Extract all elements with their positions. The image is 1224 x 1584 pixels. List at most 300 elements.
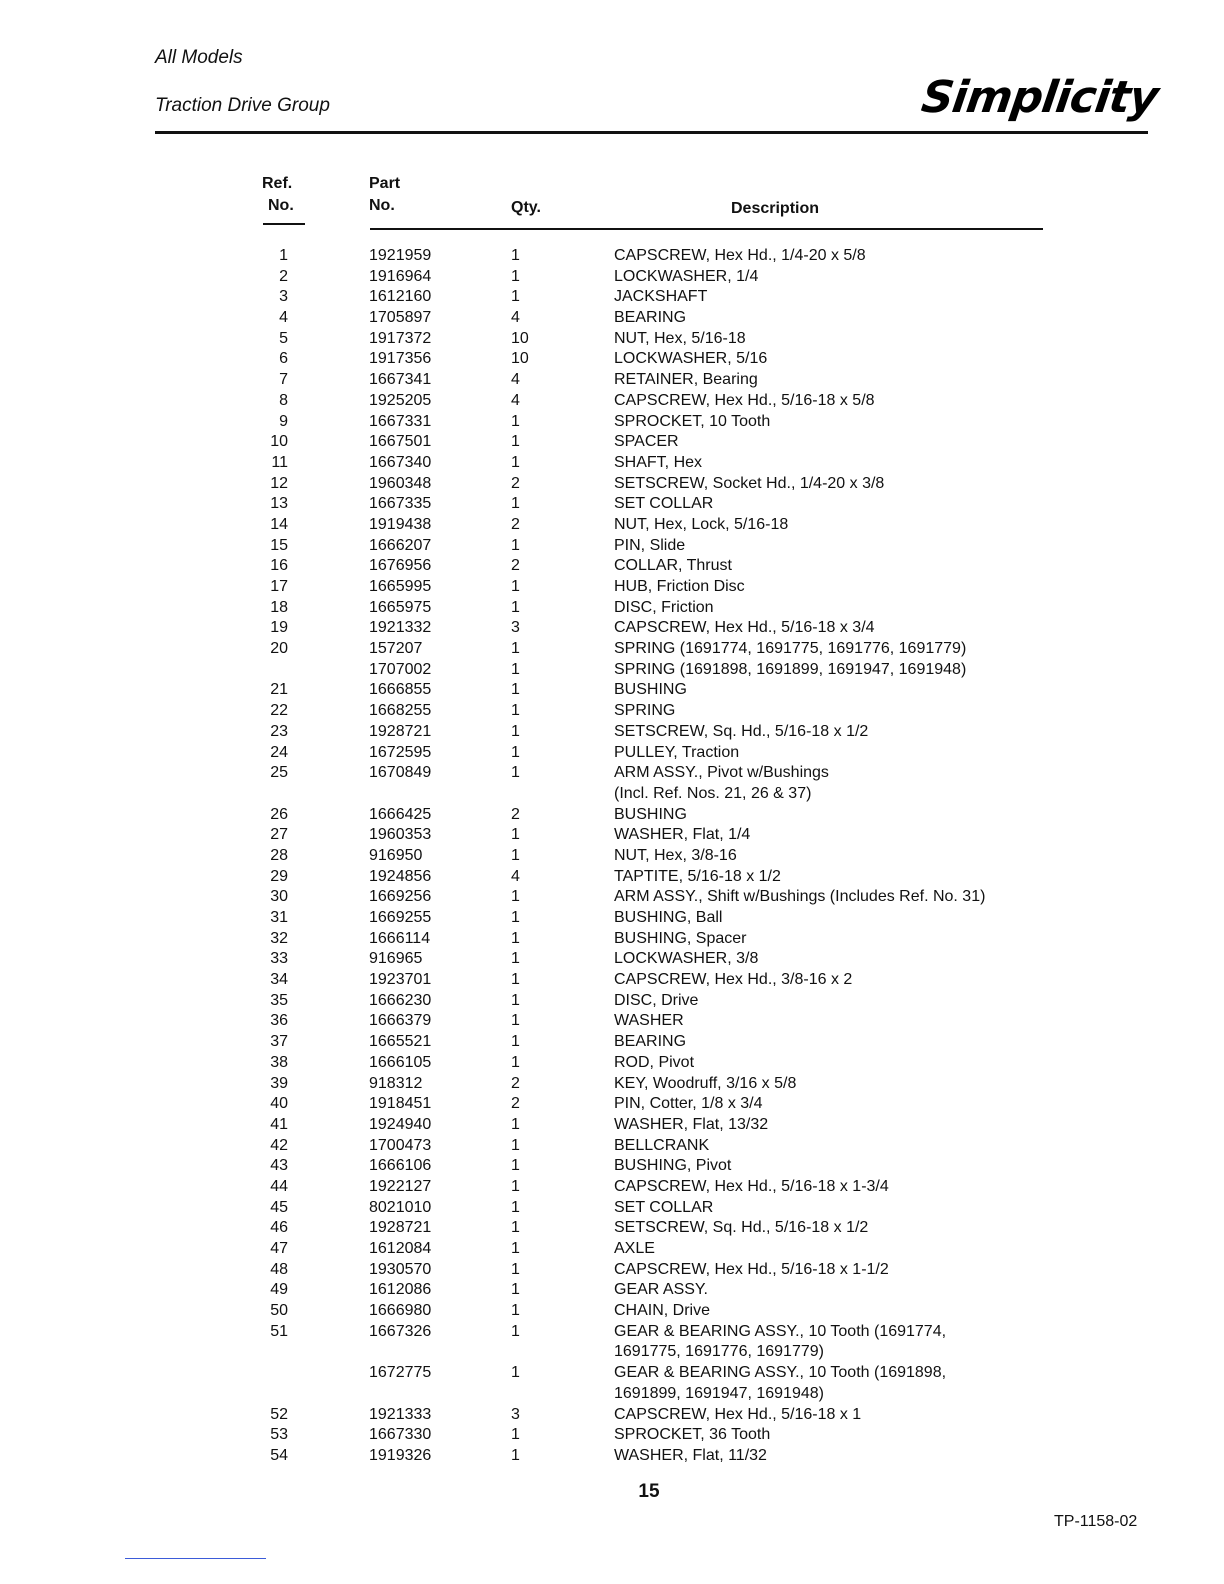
table-row (0, 1405, 1224, 1426)
table-row (0, 536, 1224, 557)
table-row (0, 246, 1224, 267)
description-cell: BEARING (614, 1033, 687, 1051)
qty-cell: 1 (511, 722, 520, 740)
ref-cell: 23 (270, 722, 288, 740)
ref-cell: 46 (270, 1219, 288, 1237)
qty-cell: 1 (511, 702, 520, 720)
description-cell: SPRING (1691898, 1691899, 1691947, 1691948) (614, 660, 967, 678)
description-cell: ARM ASSY., Shift w/Bushings (Includes Ref. No. 31) (614, 888, 986, 906)
part-number-cell: 1667331 (369, 412, 432, 430)
description-cell: CAPSCREW, Hex Hd., 5/16-18 x 1-1/2 (614, 1260, 889, 1278)
table-row (0, 805, 1224, 826)
ref-cell: 31 (270, 909, 288, 926)
description-cell: ARM ASSY., Pivot w/Bushings (614, 764, 829, 782)
column-header-ref (262, 173, 294, 217)
table-row (0, 1260, 1224, 1281)
ref-cell: 40 (270, 1095, 288, 1113)
table-row (0, 991, 1224, 1012)
part-number-cell: 1666105 (369, 1053, 432, 1071)
description-cell: 1691899, 1691947, 1691948) (614, 1384, 824, 1402)
qty-cell: 1 (511, 1136, 520, 1154)
table-row (0, 618, 1224, 639)
ref-cell: 54 (270, 1446, 288, 1464)
description-cell: DISC, Drive (614, 991, 699, 1009)
table-row (0, 494, 1224, 515)
part-number-cell: 1667340 (369, 453, 432, 471)
ref-cell: 7 (279, 371, 288, 389)
description-cell: (Incl. Ref. Nos. 21, 26 & 37) (614, 784, 812, 802)
table-row (0, 660, 1224, 681)
table-row (0, 267, 1224, 288)
part-number-cell: 1667341 (369, 371, 432, 389)
ref-cell: 49 (270, 1281, 288, 1299)
qty-cell: 1 (511, 991, 520, 1009)
ref-cell: 25 (270, 764, 288, 782)
table-row (0, 1342, 1224, 1363)
part-number-cell: 1918451 (369, 1095, 432, 1113)
table-row (0, 453, 1224, 474)
qty-cell: 3 (511, 619, 520, 637)
qty-cell: 1 (511, 1260, 520, 1278)
description-cell: WASHER (614, 1012, 684, 1030)
table-row (0, 1115, 1224, 1136)
qty-cell: 1 (511, 764, 520, 782)
table-row (0, 970, 1224, 991)
part-number-cell: 1612084 (369, 1240, 432, 1257)
qty-cell: 1 (511, 1322, 520, 1340)
ref-cell: 1 (279, 247, 288, 264)
description-cell: CAPSCREW, Hex Hd., 5/16-18 x 1-3/4 (614, 1177, 889, 1195)
part-number-cell: 1925205 (369, 391, 432, 409)
description-cell: SHAFT, Hex (614, 453, 703, 471)
column-header-rule-left (263, 223, 305, 225)
ref-cell: 16 (270, 557, 288, 575)
part-number-cell: 1960353 (369, 826, 432, 844)
part-number-cell: 1670849 (369, 764, 432, 782)
ref-cell: 15 (270, 536, 288, 554)
qty-cell: 2 (511, 1095, 520, 1113)
part-number-cell: 1921332 (369, 619, 432, 637)
qty-cell: 1 (511, 578, 520, 595)
part-number-cell: 916965 (369, 950, 423, 968)
qty-cell: 1 (511, 288, 520, 306)
description-cell: LOCKWASHER, 3/8 (614, 950, 759, 968)
qty-cell: 1 (511, 888, 520, 906)
description-cell: BEARING (614, 309, 687, 327)
description-cell: AXLE (614, 1240, 655, 1257)
ref-cell: 52 (270, 1405, 288, 1423)
part-number-cell: 1667326 (369, 1322, 432, 1340)
ref-cell: 28 (270, 846, 288, 864)
qty-cell: 1 (511, 1426, 520, 1444)
ref-cell: 45 (270, 1198, 288, 1216)
part-number-cell: 1676956 (369, 557, 432, 575)
part-number-cell: 1612160 (369, 288, 432, 306)
description-cell: CAPSCREW, Hex Hd., 3/8-16 x 2 (614, 971, 853, 989)
qty-cell: 1 (511, 909, 520, 926)
description-cell: BUSHING, Ball (614, 909, 723, 926)
part-number-cell: 918312 (369, 1074, 423, 1092)
table-row (0, 825, 1224, 846)
ref-cell: 34 (270, 971, 288, 989)
table-row (0, 763, 1224, 784)
table-row (0, 1053, 1224, 1074)
column-header-ref-line1: Ref. (262, 175, 293, 192)
description-cell: BUSHING, Spacer (614, 929, 747, 947)
table-row (0, 1156, 1224, 1177)
part-number-cell: 1665975 (369, 598, 432, 616)
qty-cell: 2 (511, 1074, 520, 1092)
ref-cell: 38 (270, 1053, 288, 1071)
description-cell: GEAR & BEARING ASSY., 10 Tooth (1691898, (614, 1364, 947, 1382)
description-cell: WASHER, Flat, 11/32 (614, 1446, 767, 1464)
ref-cell: 37 (270, 1033, 288, 1051)
table-row (0, 1301, 1224, 1322)
description-cell: CAPSCREW, Hex Hd., 1/4-20 x 5/8 (614, 247, 866, 264)
qty-cell: 1 (511, 660, 520, 678)
qty-cell: 4 (511, 867, 520, 885)
description-cell: BELLCRANK (614, 1136, 710, 1154)
ref-cell: 14 (270, 515, 288, 533)
description-cell: BUSHING (614, 681, 687, 699)
part-number-cell: 1924940 (369, 1115, 432, 1133)
table-row (0, 1384, 1224, 1405)
part-number-cell: 1923701 (369, 971, 432, 989)
table-row (0, 1177, 1224, 1198)
ref-cell: 26 (270, 805, 288, 823)
description-cell: RETAINER, Bearing (614, 371, 758, 389)
ref-cell: 33 (270, 950, 288, 968)
description-cell: KEY, Woodruff, 3/16 x 5/8 (614, 1074, 797, 1092)
table-row (0, 887, 1224, 908)
table-row (0, 329, 1224, 350)
part-number-cell: 1666207 (369, 536, 432, 554)
ref-cell: 2 (279, 267, 288, 285)
description-cell: SPRING (614, 702, 676, 720)
qty-cell: 2 (511, 805, 520, 823)
description-cell: NUT, Hex, Lock, 5/16-18 (614, 515, 789, 533)
ref-cell: 48 (270, 1260, 288, 1278)
qty-cell: 1 (511, 846, 520, 864)
column-header-qty: Qty. (511, 199, 541, 216)
ref-cell: 53 (270, 1426, 288, 1444)
part-number-cell: 1668255 (369, 702, 432, 720)
ref-cell: 9 (279, 412, 288, 430)
ref-cell: 5 (279, 329, 288, 347)
column-header-part (369, 173, 400, 217)
table-row (0, 846, 1224, 867)
table-row (0, 639, 1224, 660)
ref-cell: 4 (279, 309, 288, 327)
part-number-cell: 1666106 (369, 1157, 432, 1175)
table-row (0, 1446, 1224, 1467)
ref-cell: 10 (270, 433, 288, 451)
ref-cell: 36 (270, 1012, 288, 1030)
table-row (0, 1032, 1224, 1053)
table-row (0, 1198, 1224, 1219)
qty-cell: 4 (511, 309, 520, 327)
qty-cell: 1 (511, 267, 520, 285)
ref-cell: 42 (270, 1136, 288, 1154)
ref-cell: 22 (270, 702, 288, 720)
part-number-cell: 1930570 (369, 1260, 432, 1278)
qty-cell: 1 (511, 1115, 520, 1133)
part-number-cell: 1666379 (369, 1012, 432, 1030)
part-number-cell: 916950 (369, 846, 423, 864)
qty-cell: 1 (511, 1198, 520, 1216)
part-number-cell: 1700473 (369, 1136, 432, 1154)
table-row (0, 949, 1224, 970)
qty-cell: 1 (511, 1219, 520, 1237)
table-row (0, 680, 1224, 701)
qty-cell: 1 (511, 1157, 520, 1175)
document-id: TP-1158-02 (1054, 1513, 1138, 1530)
description-cell: CHAIN, Drive (614, 1302, 711, 1320)
table-row (0, 308, 1224, 329)
table-row (0, 1239, 1224, 1260)
qty-cell: 1 (511, 1177, 520, 1195)
part-number-cell: 1666980 (369, 1302, 432, 1320)
qty-cell: 4 (511, 371, 520, 389)
part-number-cell: 8021010 (369, 1198, 432, 1216)
description-cell: DISC, Friction (614, 598, 714, 616)
qty-cell: 1 (511, 1364, 520, 1382)
part-number-cell: 1666230 (369, 991, 432, 1009)
description-cell: ROD, Pivot (614, 1053, 695, 1071)
part-number-cell: 1672595 (369, 743, 432, 761)
description-cell: SPROCKET, 10 Tooth (614, 412, 771, 430)
ref-cell: 3 (279, 288, 288, 306)
table-row (0, 391, 1224, 412)
column-header-ref-line2: No. (268, 197, 294, 214)
description-cell: SPROCKET, 36 Tooth (614, 1426, 771, 1444)
description-cell: HUB, Friction Disc (614, 578, 745, 595)
description-cell: PIN, Slide (614, 536, 686, 554)
ref-cell: 6 (279, 350, 288, 368)
description-cell: WASHER, Flat, 1/4 (614, 826, 751, 844)
description-cell: SET COLLAR (614, 1198, 714, 1216)
table-row (0, 287, 1224, 308)
part-number-cell: 1928721 (369, 722, 432, 740)
part-number-cell: 1921959 (369, 247, 432, 264)
description-cell: CAPSCREW, Hex Hd., 5/16-18 x 3/4 (614, 619, 875, 637)
qty-cell: 1 (511, 412, 520, 430)
description-cell: CAPSCREW, Hex Hd., 5/16-18 x 1 (614, 1405, 862, 1423)
description-cell: NUT, Hex, 3/8-16 (614, 846, 737, 864)
part-number-cell: 1669255 (369, 909, 432, 926)
qty-cell: 1 (511, 536, 520, 554)
qty-cell: 1 (511, 826, 520, 844)
ref-cell: 24 (270, 743, 288, 761)
description-cell: PULLEY, Traction (614, 743, 740, 761)
part-number-cell: 1919438 (369, 515, 432, 533)
brand-logo: Simplicity (918, 72, 1161, 123)
qty-cell: 1 (511, 743, 520, 761)
description-cell: BUSHING, Pivot (614, 1157, 732, 1175)
part-number-cell: 1665521 (369, 1033, 432, 1051)
part-number-cell: 1917372 (369, 329, 432, 347)
part-number-cell: 1665995 (369, 578, 432, 595)
qty-cell: 1 (511, 971, 520, 989)
ref-cell: 43 (270, 1157, 288, 1175)
column-header-part-line2: No. (369, 197, 395, 214)
ref-cell: 19 (270, 619, 288, 637)
description-cell: WASHER, Flat, 13/32 (614, 1115, 769, 1133)
qty-cell: 1 (511, 929, 520, 947)
table-row (0, 1011, 1224, 1032)
qty-cell: 1 (511, 598, 520, 616)
table-row (0, 743, 1224, 764)
part-number-cell: 1924856 (369, 867, 432, 885)
part-number-cell: 157207 (369, 640, 423, 658)
qty-cell: 1 (511, 950, 520, 968)
part-number-cell: 1921333 (369, 1405, 432, 1423)
column-header-rule-right (370, 228, 1043, 230)
table-row (0, 1322, 1224, 1343)
part-number-cell: 1705897 (369, 309, 432, 327)
table-row (0, 412, 1224, 433)
page-number: 15 (638, 1481, 660, 1502)
header-group-title: Traction Drive Group (155, 95, 330, 116)
column-header-part-line1: Part (369, 175, 401, 192)
table-row (0, 370, 1224, 391)
table-row (0, 784, 1224, 805)
part-number-cell: 1612086 (369, 1281, 432, 1299)
part-number-cell: 1917356 (369, 350, 432, 368)
description-cell: SETSCREW, Sq. Hd., 5/16-18 x 1/2 (614, 722, 869, 740)
description-cell: 1691775, 1691776, 1691779) (614, 1343, 824, 1361)
header-models: All Models (155, 47, 243, 68)
table-row (0, 1363, 1224, 1384)
ref-cell: 50 (270, 1302, 288, 1320)
description-cell: GEAR ASSY. (614, 1281, 708, 1299)
table-row (0, 1280, 1224, 1301)
part-number-cell: 1667501 (369, 433, 432, 451)
ref-cell: 18 (270, 598, 288, 616)
table-row (0, 474, 1224, 495)
description-cell: JACKSHAFT (614, 288, 708, 306)
qty-cell: 1 (511, 1240, 520, 1257)
description-cell: SETSCREW, Sq. Hd., 5/16-18 x 1/2 (614, 1219, 869, 1237)
qty-cell: 1 (511, 681, 520, 699)
header-rule (155, 131, 1148, 134)
ref-cell: 12 (270, 474, 288, 492)
table-row (0, 867, 1224, 888)
description-cell: LOCKWASHER, 1/4 (614, 267, 759, 285)
ref-cell: 44 (270, 1177, 288, 1195)
description-cell: BUSHING (614, 805, 687, 823)
description-cell: PIN, Cotter, 1/8 x 3/4 (614, 1095, 763, 1113)
description-cell: COLLAR, Thrust (614, 557, 732, 575)
ref-cell: 30 (270, 888, 288, 906)
column-header-description: Description (731, 200, 820, 217)
part-number-cell: 1667330 (369, 1426, 432, 1444)
table-row (0, 432, 1224, 453)
description-cell: SPACER (614, 433, 679, 451)
part-number-cell: 1666114 (369, 929, 431, 947)
description-cell: CAPSCREW, Hex Hd., 5/16-18 x 5/8 (614, 391, 875, 409)
part-number-cell: 1916964 (369, 267, 432, 285)
qty-cell: 1 (511, 495, 520, 513)
qty-cell: 3 (511, 1405, 520, 1423)
qty-cell: 10 (511, 329, 529, 347)
table-row (0, 701, 1224, 722)
part-number-cell: 1666425 (369, 805, 432, 823)
qty-cell: 1 (511, 247, 520, 264)
qty-cell: 1 (511, 1033, 520, 1051)
table-row (0, 929, 1224, 950)
table-row (0, 1136, 1224, 1157)
qty-cell: 1 (511, 433, 520, 451)
description-cell: SPRING (1691774, 1691775, 1691776, 1691779) (614, 640, 967, 658)
qty-cell: 1 (511, 1281, 520, 1299)
ref-cell: 13 (270, 495, 288, 513)
table-row (0, 349, 1224, 370)
qty-cell: 4 (511, 391, 520, 409)
qty-cell: 1 (511, 1012, 520, 1030)
description-cell: SET COLLAR (614, 495, 714, 513)
part-number-cell: 1707002 (369, 660, 432, 678)
table-row (0, 577, 1224, 598)
ref-cell: 11 (271, 453, 288, 471)
description-cell: LOCKWASHER, 5/16 (614, 350, 768, 368)
part-number-cell: 1928721 (369, 1219, 432, 1237)
ref-cell: 17 (270, 578, 288, 595)
description-cell: NUT, Hex, 5/16-18 (614, 329, 746, 347)
table-row (0, 1218, 1224, 1239)
description-cell: GEAR & BEARING ASSY., 10 Tooth (1691774, (614, 1322, 947, 1340)
part-number-cell: 1919326 (369, 1446, 432, 1464)
ref-cell: 27 (270, 826, 288, 844)
ref-cell: 39 (270, 1074, 288, 1092)
ref-cell: 32 (270, 929, 288, 947)
part-number-cell: 1960348 (369, 474, 432, 492)
description-cell: TAPTITE, 5/16-18 x 1/2 (614, 867, 781, 885)
qty-cell: 1 (511, 1053, 520, 1071)
part-number-cell: 1672775 (369, 1364, 432, 1382)
qty-cell: 1 (511, 453, 520, 471)
part-number-cell: 1669256 (369, 888, 432, 906)
ref-cell: 8 (279, 391, 288, 409)
ref-cell: 41 (270, 1115, 288, 1133)
qty-cell: 2 (511, 515, 520, 533)
qty-cell: 1 (511, 640, 520, 658)
part-number-cell: 1667335 (369, 495, 432, 513)
table-row (0, 515, 1224, 536)
qty-cell: 2 (511, 557, 520, 575)
table-row (0, 908, 1224, 929)
qty-cell: 1 (511, 1302, 520, 1320)
ref-cell: 47 (270, 1240, 288, 1257)
ref-cell: 21 (270, 681, 288, 699)
table-row (0, 1074, 1224, 1095)
ref-cell: 20 (270, 640, 288, 658)
table-row (0, 1425, 1224, 1446)
table-row (0, 598, 1224, 619)
parts-table (0, 246, 1224, 1467)
table-row (0, 556, 1224, 577)
qty-cell: 2 (511, 474, 520, 492)
part-number-cell: 1666855 (369, 681, 432, 699)
ref-cell: 51 (270, 1322, 288, 1340)
part-number-cell: 1922127 (369, 1177, 432, 1195)
table-row (0, 1094, 1224, 1115)
ref-cell: 35 (270, 991, 288, 1009)
footer-line (125, 1558, 266, 1559)
qty-cell: 10 (511, 350, 529, 368)
qty-cell: 1 (511, 1446, 520, 1464)
ref-cell: 29 (270, 867, 288, 885)
